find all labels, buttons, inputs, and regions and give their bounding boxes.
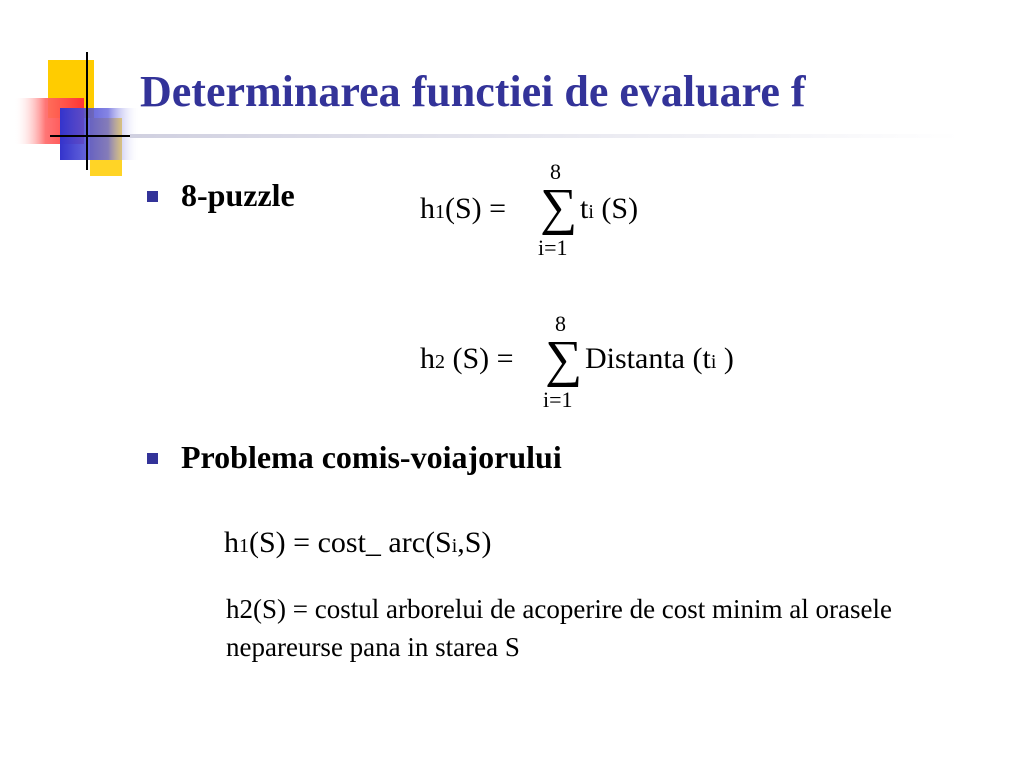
sum-upper-limit: 8 [550, 159, 561, 184]
formula-lhs: h2 (S) = [420, 342, 514, 375]
bullet-label: 8-puzzle [181, 177, 295, 213]
formula-rhs: Distanta (ti ) [585, 342, 734, 375]
formula-lhs: h1(S) = [420, 192, 507, 225]
slide-title: Determinarea functiei de evaluare f [140, 67, 806, 116]
formula-h2-tsp-text: h2(S) = costul arborelui de acoperire de cost minim al orasele nepareurse pana in starea S [226, 594, 892, 662]
bullet-square-icon [147, 453, 158, 464]
sum-lower-limit: i=1 [543, 387, 573, 412]
formula-rhs: ti (S) [580, 192, 639, 225]
summation-sign-icon: ∑ [545, 331, 583, 388]
formula-h1-tsp: h1(S) = cost_ arc(Si,S) [224, 526, 492, 559]
summation-sign-icon: ∑ [540, 179, 578, 236]
sum-lower-limit: i=1 [538, 235, 568, 260]
title-underline [130, 134, 960, 138]
bullet-label: Problema comis-voiajorului [181, 439, 562, 475]
sum-upper-limit: 8 [555, 311, 566, 336]
bullet-square-icon [147, 191, 158, 202]
deco-blue-bar [60, 108, 140, 160]
